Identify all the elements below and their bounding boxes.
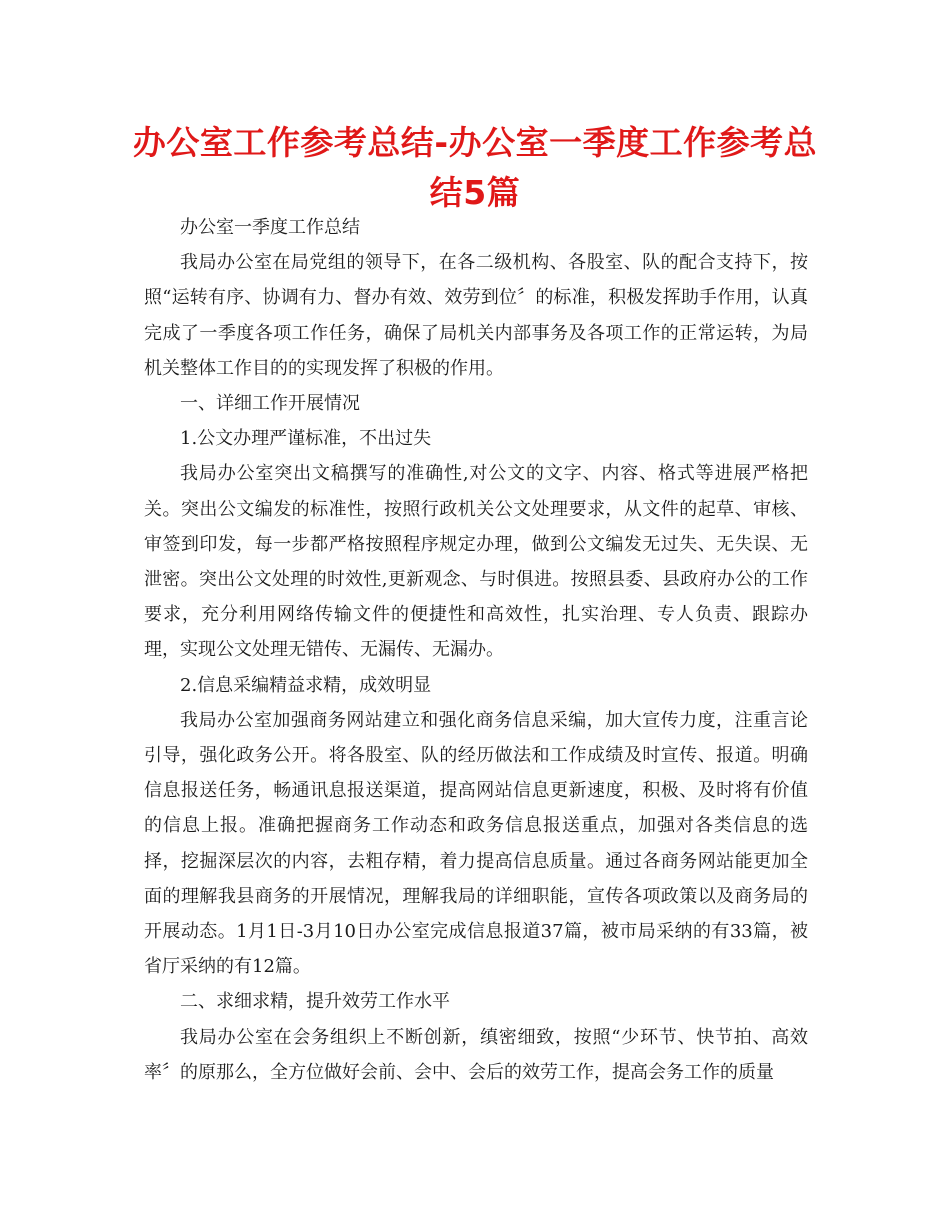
- subsection-heading-1: 1.公文办理严谨标准，不出过失: [180, 428, 432, 450]
- section-heading-1: 一、详细工作开展情况: [180, 393, 360, 415]
- paragraph-documents: 我局办公室突出文稿撰写的准确性,对公文的文字、内容、格式等进展严格把关。突出公文编发的标准性，按照行政机关公文处理要求，从文件的起草、审核、审签到印发，每一步都严格按照程序规定办理，做到公文编发无过失、无失误、无泄密。突出公文处理的时效性,更新观念、与时俱进。按照县委、县政府办公的工作要求，充分利用网络传输文件的便捷性和高效性，扎实治理、专人负责、跟踪办理，实现公文处理无错传、无漏传、无漏办。: [144, 463, 808, 661]
- paragraph-intro: 我局办公室在局党组的领导下，在各二级机构、各股室、队的配合支持下，按照“运转有序、协调有力、督办有效、效劳到位〞的标准，积极发挥助手作用，认真完成了一季度各项工作任务，确保了局机关内部事务及各项工作的正常运转，为局机关整体工作目的的实现发挥了积极的作用。: [144, 252, 808, 379]
- paragraph-meetings: 我局办公室在会务组织上不断创新，缜密细致，按照“少环节、快节拍、高效率〞的原那么，全方位做好会前、会中、会后的效劳工作，提高会务工作的质量: [144, 1026, 808, 1083]
- subsection-heading-2: 2.信息采编精益求精，成效明显: [180, 674, 432, 696]
- section-heading-2: 二、求细求精，提升效劳工作水平: [180, 991, 450, 1013]
- paragraph-subtitle: 办公室一季度工作总结: [180, 217, 360, 238]
- document-title: 办公室工作参考总结-办公室一季度工作参考总结5篇: [132, 123, 818, 212]
- paragraph-information: 我局办公室加强商务网站建立和强化商务信息采编，加大宣传力度，注重言论引导，强化政务公开。将各股室、队的经历做法和工作成绩及时宣传、报道。明确信息报送任务，畅通讯息报送渠道，提高网站信息更新速度，积极、及时将有价值的信息上报。准确把握商务工作动态和政务信息报送重点，加强对各类信息的选择，挖掘深层次的内容，去粗存精，着力提高信息质量。通过各商务网站能更加全面的理解我县商务的开展情况，理解我局的详细职能，宣传各项政策以及商务局的开展动态。1月1日-3月10日办公室完成信息报道37篇，被市局采纳的有33篇，被省厅采纳的有12篇。: [144, 709, 808, 978]
- document-body: [144, 210, 808, 1090]
